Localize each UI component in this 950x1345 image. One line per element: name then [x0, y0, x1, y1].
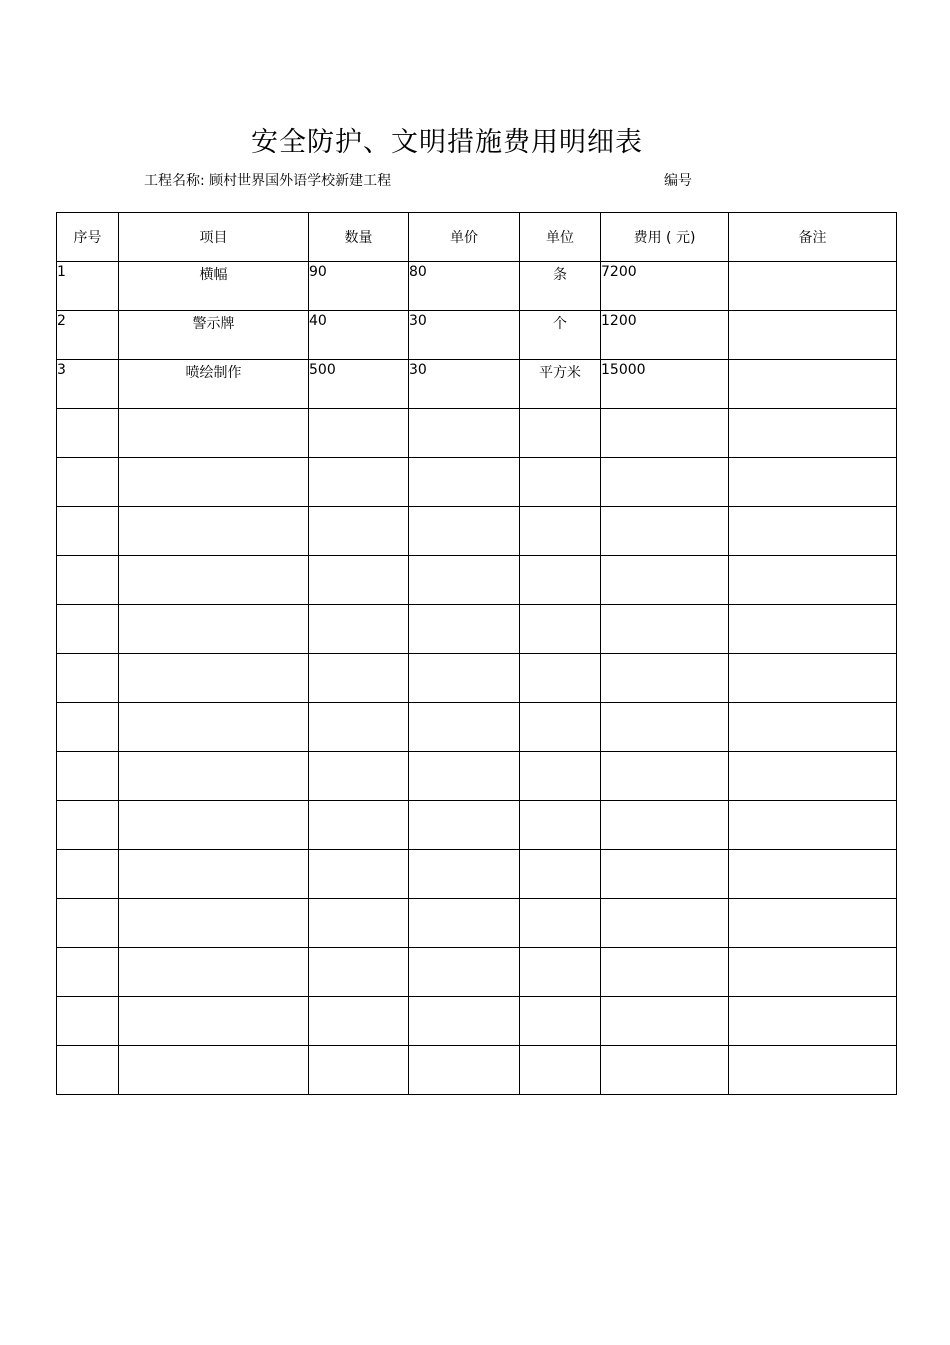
cell-item: [119, 507, 309, 556]
cell-item: [119, 1046, 309, 1095]
cell-remarks: [729, 703, 897, 752]
cell-unit: [520, 948, 601, 997]
cell-seq: [57, 1046, 119, 1095]
cell-unit-price: [409, 997, 520, 1046]
cell-remarks: [729, 801, 897, 850]
cell-cost: [601, 752, 729, 801]
cell-remarks: [729, 360, 897, 409]
cell-unit-price: [409, 752, 520, 801]
cell-unit: 平方米: [520, 360, 601, 409]
cell-unit: [520, 458, 601, 507]
cell-cost: [601, 458, 729, 507]
cell-unit-price: [409, 605, 520, 654]
cell-quantity: [309, 556, 409, 605]
cell-cost: [601, 948, 729, 997]
table-row: [57, 850, 897, 899]
cell-quantity: [309, 997, 409, 1046]
cell-quantity: [309, 703, 409, 752]
table-row: [57, 458, 897, 507]
cell-item: [119, 654, 309, 703]
header-seq: 序号: [57, 213, 119, 262]
cell-remarks: [729, 605, 897, 654]
cell-remarks: [729, 507, 897, 556]
cell-remarks: [729, 556, 897, 605]
cell-quantity: 500: [309, 360, 409, 409]
cell-quantity: [309, 605, 409, 654]
cell-unit: [520, 801, 601, 850]
table-row: [57, 409, 897, 458]
project-line: [144, 170, 391, 190]
table-row: [57, 801, 897, 850]
cell-item: 喷绘制作: [119, 360, 309, 409]
cell-remarks: [729, 899, 897, 948]
project-label: 工程名称:: [144, 173, 205, 189]
cell-unit: [520, 1046, 601, 1095]
cell-item: [119, 997, 309, 1046]
table-row: [57, 752, 897, 801]
cell-cost: 7200: [601, 262, 729, 311]
cell-cost: [601, 703, 729, 752]
table-row: [57, 654, 897, 703]
cell-item: [119, 899, 309, 948]
cell-cost: 15000: [601, 360, 729, 409]
cell-unit: [520, 752, 601, 801]
header-row: [57, 213, 897, 262]
cell-quantity: [309, 654, 409, 703]
table-row: [57, 605, 897, 654]
cell-seq: 2: [57, 311, 119, 360]
cell-quantity: [309, 458, 409, 507]
cell-unit: [520, 409, 601, 458]
cell-unit-price: [409, 899, 520, 948]
header-cost: 费用 ( 元): [601, 213, 729, 262]
cell-quantity: [309, 752, 409, 801]
cell-item: [119, 948, 309, 997]
cell-unit-price: [409, 507, 520, 556]
cell-unit: [520, 703, 601, 752]
cell-item: [119, 409, 309, 458]
cell-seq: [57, 507, 119, 556]
cell-quantity: [309, 409, 409, 458]
table-row: [57, 948, 897, 997]
cell-seq: 3: [57, 360, 119, 409]
cell-item: [119, 752, 309, 801]
cell-seq: [57, 752, 119, 801]
cell-unit: 个: [520, 311, 601, 360]
cell-remarks: [729, 752, 897, 801]
cell-quantity: [309, 899, 409, 948]
cell-remarks: [729, 262, 897, 311]
cell-seq: [57, 997, 119, 1046]
cell-quantity: [309, 507, 409, 556]
table-row: [57, 262, 897, 311]
cell-unit: [520, 507, 601, 556]
cell-cost: [601, 654, 729, 703]
header-unit-price: 单价: [409, 213, 520, 262]
cell-cost: [601, 507, 729, 556]
cell-seq: [57, 458, 119, 507]
cell-item: [119, 458, 309, 507]
cell-unit-price: [409, 556, 520, 605]
cell-seq: [57, 556, 119, 605]
cell-unit-price: [409, 1046, 520, 1095]
cell-seq: [57, 801, 119, 850]
cell-remarks: [729, 948, 897, 997]
table-row: [57, 997, 897, 1046]
code-label: 编号: [664, 173, 692, 189]
cell-unit: [520, 997, 601, 1046]
cell-unit-price: [409, 458, 520, 507]
cell-seq: [57, 703, 119, 752]
cell-item: [119, 556, 309, 605]
cell-cost: [601, 556, 729, 605]
cell-item: [119, 703, 309, 752]
cell-quantity: [309, 801, 409, 850]
cell-item: [119, 801, 309, 850]
cell-unit: [520, 899, 601, 948]
cell-cost: [601, 899, 729, 948]
cell-remarks: [729, 850, 897, 899]
cell-seq: 1: [57, 262, 119, 311]
cell-remarks: [729, 1046, 897, 1095]
header-quantity: 数量: [309, 213, 409, 262]
cell-remarks: [729, 997, 897, 1046]
cell-seq: [57, 409, 119, 458]
cell-seq: [57, 899, 119, 948]
cell-remarks: [729, 409, 897, 458]
cell-cost: [601, 997, 729, 1046]
cell-unit-price: [409, 654, 520, 703]
cell-unit-price: [409, 801, 520, 850]
header-remarks: 备注: [729, 213, 897, 262]
cell-cost: 1200: [601, 311, 729, 360]
cell-unit-price: [409, 850, 520, 899]
table-row: [57, 1046, 897, 1095]
document-title: 安全防护、文明措施费用明细表: [251, 127, 643, 158]
cell-remarks: [729, 311, 897, 360]
header-unit: 单位: [520, 213, 601, 262]
cell-unit-price: 30: [409, 360, 520, 409]
cell-unit-price: [409, 948, 520, 997]
cell-cost: [601, 801, 729, 850]
cell-cost: [601, 1046, 729, 1095]
cell-unit-price: 30: [409, 311, 520, 360]
cell-quantity: 40: [309, 311, 409, 360]
cell-cost: [601, 850, 729, 899]
cell-item: [119, 850, 309, 899]
cell-cost: [601, 409, 729, 458]
cell-item: 横幅: [119, 262, 309, 311]
cell-seq: [57, 948, 119, 997]
cell-seq: [57, 654, 119, 703]
cell-unit: [520, 654, 601, 703]
cell-unit: [520, 556, 601, 605]
cell-quantity: [309, 948, 409, 997]
project-name: 顾村世界国外语学校新建工程: [209, 173, 392, 189]
cell-item: 警示牌: [119, 311, 309, 360]
header-item: 项目: [119, 213, 309, 262]
cell-unit: [520, 850, 601, 899]
table-row: [57, 703, 897, 752]
cell-seq: [57, 850, 119, 899]
cell-cost: [601, 605, 729, 654]
cell-unit: [520, 605, 601, 654]
cell-remarks: [729, 458, 897, 507]
expense-table: [56, 212, 897, 1095]
cell-unit-price: [409, 409, 520, 458]
table-row: [57, 899, 897, 948]
cell-unit-price: 80: [409, 262, 520, 311]
cell-remarks: [729, 654, 897, 703]
cell-quantity: [309, 850, 409, 899]
cell-unit-price: [409, 703, 520, 752]
cell-seq: [57, 605, 119, 654]
table-row: [57, 311, 897, 360]
table-row: [57, 507, 897, 556]
table-row: [57, 556, 897, 605]
cell-quantity: 90: [309, 262, 409, 311]
cell-quantity: [309, 1046, 409, 1095]
cell-item: [119, 605, 309, 654]
table-row: [57, 360, 897, 409]
cell-unit: 条: [520, 262, 601, 311]
